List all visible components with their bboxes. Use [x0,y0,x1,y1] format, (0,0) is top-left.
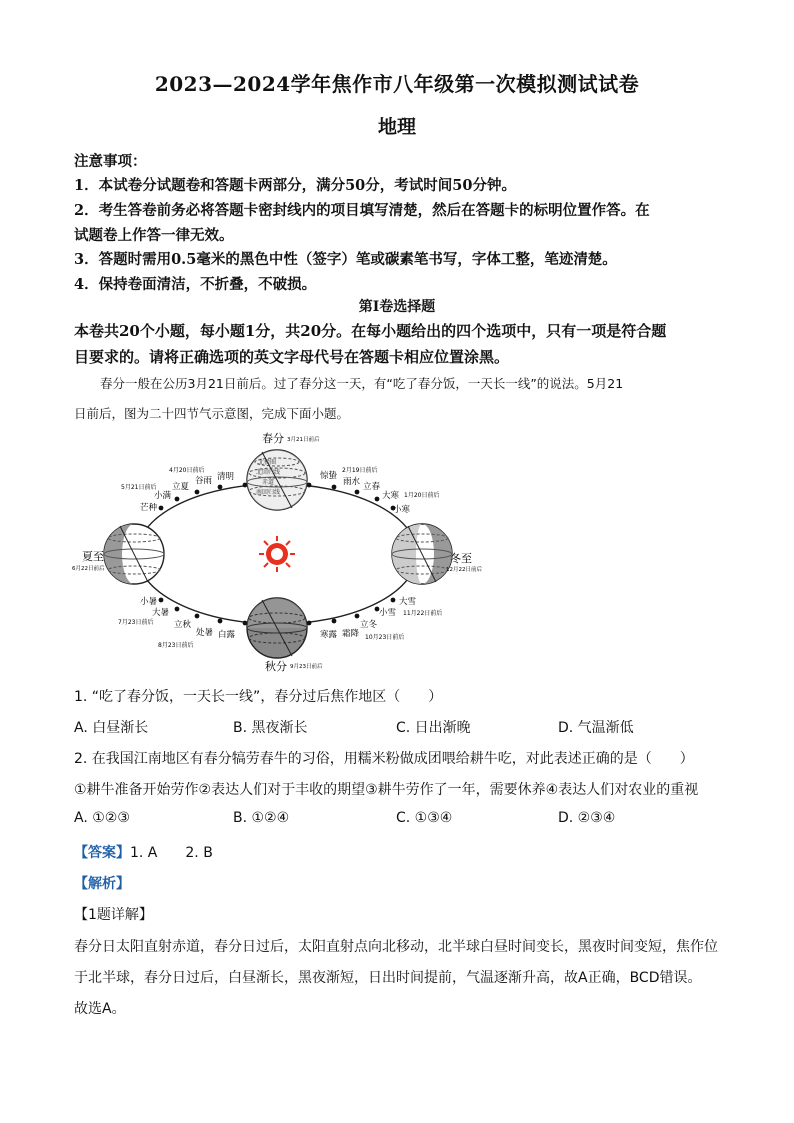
question-2-stem: 2. 在我国江南地区有春分犒劳春牛的习俗，用糯米粉做成团喂给耕牛吃，对此表述正确的是（ ） [74,751,694,767]
term-jingzhe: 惊蛰 [320,471,338,481]
autumn-globe-icon [247,598,307,658]
passage-line-2: 日前后，图为二十四节气示意图，完成下面小题。 [74,406,350,421]
notice-item-1: 1．本试卷分试题卷和答题卡两部分，满分50分，考试时间50分钟。 [74,177,516,194]
svg-text:赤道: 赤道 [262,479,275,486]
answer-text: 1. A 2. B [130,845,213,861]
spring-date: 3月21日前后 [287,437,320,443]
term-liqiu: 立秋 [174,620,192,630]
question-2-statements: ①耕牛准备开始劳作②表达人们对于丰收的期望③耕牛劳作了一年，需要休养④表达人们对农业的重视 [74,782,699,798]
winter-globe-icon [392,524,452,584]
summer-date: 6月22日前后 [72,566,105,572]
term-dahan: 大寒 [382,491,400,501]
date-jul23: 7月23日前后 [118,619,154,626]
notice-heading: 注意事项： [74,153,147,170]
winter-label: 冬至 [450,552,472,565]
term-yushui: 雨水 [343,477,361,487]
notice-item-3: 3．答题时需用0.5毫米的黑色中性（签字）笔或碳素笔书写，字体工整，笔迹清楚。 [74,251,617,268]
summer-label: 夏至 [82,550,104,563]
term-lichun: 立春 [363,482,381,492]
passage-line-1: 春分一般在公历3月21日前后。过了春分这一天，有“吃了春分饭，一天长一线”的说法。5月21 [100,376,624,391]
date-nov22: 11月22日前后 [403,610,443,617]
analysis-line-1: 春分日太阳直射赤道，春分日过后，太阳直射点向北移动，北半球白昼时间变长，黑夜时间变短，焦作位 [74,939,718,955]
sun-icon [259,536,295,572]
winter-date: 12月22日前后 [446,567,482,573]
term-dashu: 大暑 [152,608,170,618]
term-xiaoxue: 小雪 [379,608,397,618]
term-xiaoshu: 小暑 [140,597,158,607]
term-hanlu: 寒露 [320,630,338,640]
term-chushu: 处暑 [196,628,214,638]
q2-option-c[interactable]: C. ①③④ [396,810,453,826]
spring-label: 春分 [262,432,284,445]
svg-text:南回归线: 南回归线 [256,489,281,496]
analysis-detail-label: 【1题详解】 [74,907,153,923]
analysis-line-2: 于北半球，春分日过后，白昼渐长，黑夜渐短，日出时间提前，气温逐渐升高，故A正确，BCD错误。 [74,970,702,986]
autumn-date: 9月23日前后 [290,664,323,670]
term-qingming: 清明 [217,472,235,482]
notice-item-2-cont: 试题卷上作答一律无效。 [74,227,234,244]
term-xiaoman: 小满 [154,491,172,501]
answer-label: 【答案】 [74,845,130,861]
term-daxue: 大雪 [399,597,417,607]
spring-globe-icon [247,450,307,510]
exam-title: 2023—2024学年焦作市八年级第一次模拟测试试卷 [154,72,640,96]
q1-option-d[interactable]: D. 气温渐低 [558,720,634,736]
analysis-line-3: 故选A。 [74,1001,126,1017]
term-guyu: 谷雨 [195,476,213,486]
term-xiaohan: 小寒 [393,505,411,515]
q2-option-d[interactable]: D. ②③④ [558,810,616,826]
term-bailu: 白露 [218,630,236,640]
date-apr20: 4月20日前后 [169,467,205,474]
date-may21: 5月21日前后 [121,484,157,491]
date-oct23: 10月23日前后 [365,634,405,641]
section-intro-2: 目要求的。请将正确选项的英文字母代号在答题卡相应位置涂黑。 [74,348,510,366]
subject-title: 地理 [377,116,416,138]
section-intro-1: 本卷共20个小题，每小题1分，共20分。在每小题给出的四个选项中，只有一项是符合题 [74,322,667,340]
summer-globe-icon [104,524,164,584]
date-feb19: 2月19日前后 [342,467,378,474]
solar-terms-diagram [70,428,510,676]
solar-terms-svg [70,428,510,676]
term-lidong: 立冬 [360,620,378,630]
svg-text:北回归线: 北回归线 [256,469,281,476]
q1-option-b[interactable]: B. 黑夜渐长 [233,720,308,736]
date-aug23: 8月23日前后 [158,642,194,649]
q2-option-a[interactable]: A. ①②③ [74,810,130,826]
answer-row [74,842,213,862]
term-mangzhong: 芒种 [140,503,158,513]
notice-item-2: 2．考生答卷前务必将答题卡密封线内的项目填写清楚，然后在答题卡的标明位置作答。在 [74,202,650,219]
autumn-label: 秋分 [265,660,287,673]
q2-option-b[interactable]: B. ①②④ [233,810,290,826]
q1-option-a[interactable]: A. 白昼渐长 [74,720,149,736]
section-heading: 第Ⅰ卷选择题 [358,299,436,315]
svg-text:北极圈: 北极圈 [258,459,277,466]
term-lixia: 立夏 [172,482,190,492]
analysis-label-row [74,873,130,893]
analysis-label: 【解析】 [74,876,130,892]
question-1-stem: 1. “吃了春分饭，一天长一线”，春分过后焦作地区（ ） [74,689,443,705]
notice-item-4: 4．保持卷面清洁，不折叠，不破损。 [74,276,317,293]
q1-option-c[interactable]: C. 日出渐晚 [396,720,471,736]
date-jan20: 1月20日前后 [404,492,440,499]
term-shuangjiang: 霜降 [342,629,360,639]
